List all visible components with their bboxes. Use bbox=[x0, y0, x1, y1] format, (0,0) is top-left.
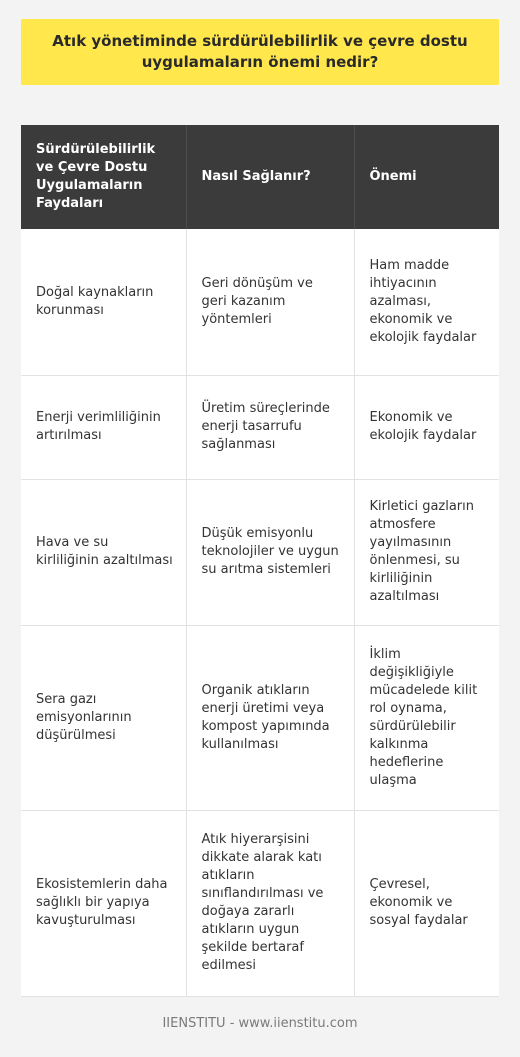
table-header-row bbox=[21, 125, 499, 229]
table-cell: Geri dönüşüm ve geri kazanım yöntemleri bbox=[186, 229, 354, 375]
table-cell: Ekonomik ve ekolojik faydalar bbox=[354, 375, 499, 479]
comparison-table bbox=[21, 125, 499, 997]
table-cell: Doğal kaynakların korunması bbox=[21, 229, 186, 375]
table-cell: Üretim süreçlerinde enerji tasarrufu sağlanması bbox=[186, 375, 354, 479]
table-cell: Çevresel, ekonomik ve sosyal faydalar bbox=[354, 810, 499, 996]
column-header-importance: Önemi bbox=[354, 125, 499, 229]
column-header-benefits: Sürdürülebilirlik ve Çevre Dostu Uygulamaların Faydaları bbox=[21, 125, 186, 229]
table-row bbox=[21, 810, 499, 996]
table-row bbox=[21, 479, 499, 625]
table-cell: İklim değişikliğiyle mücadelede kilit rol oynama, sürdürülebilir kalkınma hedeflerine ulaşma bbox=[354, 625, 499, 810]
table-row bbox=[21, 375, 499, 479]
table-cell: Düşük emisyonlu teknolojiler ve uygun su arıtma sistemleri bbox=[186, 479, 354, 625]
table-cell: Ham madde ihtiyacının azalması, ekonomik ve ekolojik faydalar bbox=[354, 229, 499, 375]
table-cell: Kirletici gazların atmosfere yayılmasının önlenmesi, su kirliliğinin azaltılması bbox=[354, 479, 499, 625]
table-row bbox=[21, 625, 499, 810]
footer-credit: IIENSTITU - www.iienstitu.com bbox=[162, 1016, 358, 1031]
table-cell: Ekosistemlerin daha sağlıklı bir yapıya kavuşturulması bbox=[21, 810, 186, 996]
table-row bbox=[21, 229, 499, 375]
title-banner bbox=[21, 19, 499, 85]
table-cell: Organik atıkların enerji üretimi veya kompost yapımında kullanılması bbox=[186, 625, 354, 810]
page-title: Atık yönetiminde sürdürülebilirlik ve çevre dostu uygulamaların önemi nedir? bbox=[52, 32, 468, 71]
table-cell: Enerji verimliliğinin artırılması bbox=[21, 375, 186, 479]
table-cell: Hava ve su kirliliğinin azaltılması bbox=[21, 479, 186, 625]
column-header-how: Nasıl Sağlanır? bbox=[186, 125, 354, 229]
table-cell: Atık hiyerarşisini dikkate alarak katı atıkların sınıflandırılması ve doğaya zararlı atıkların uygun şekilde bertaraf edilmesi bbox=[186, 810, 354, 996]
table-cell: Sera gazı emisyonlarının düşürülmesi bbox=[21, 625, 186, 810]
